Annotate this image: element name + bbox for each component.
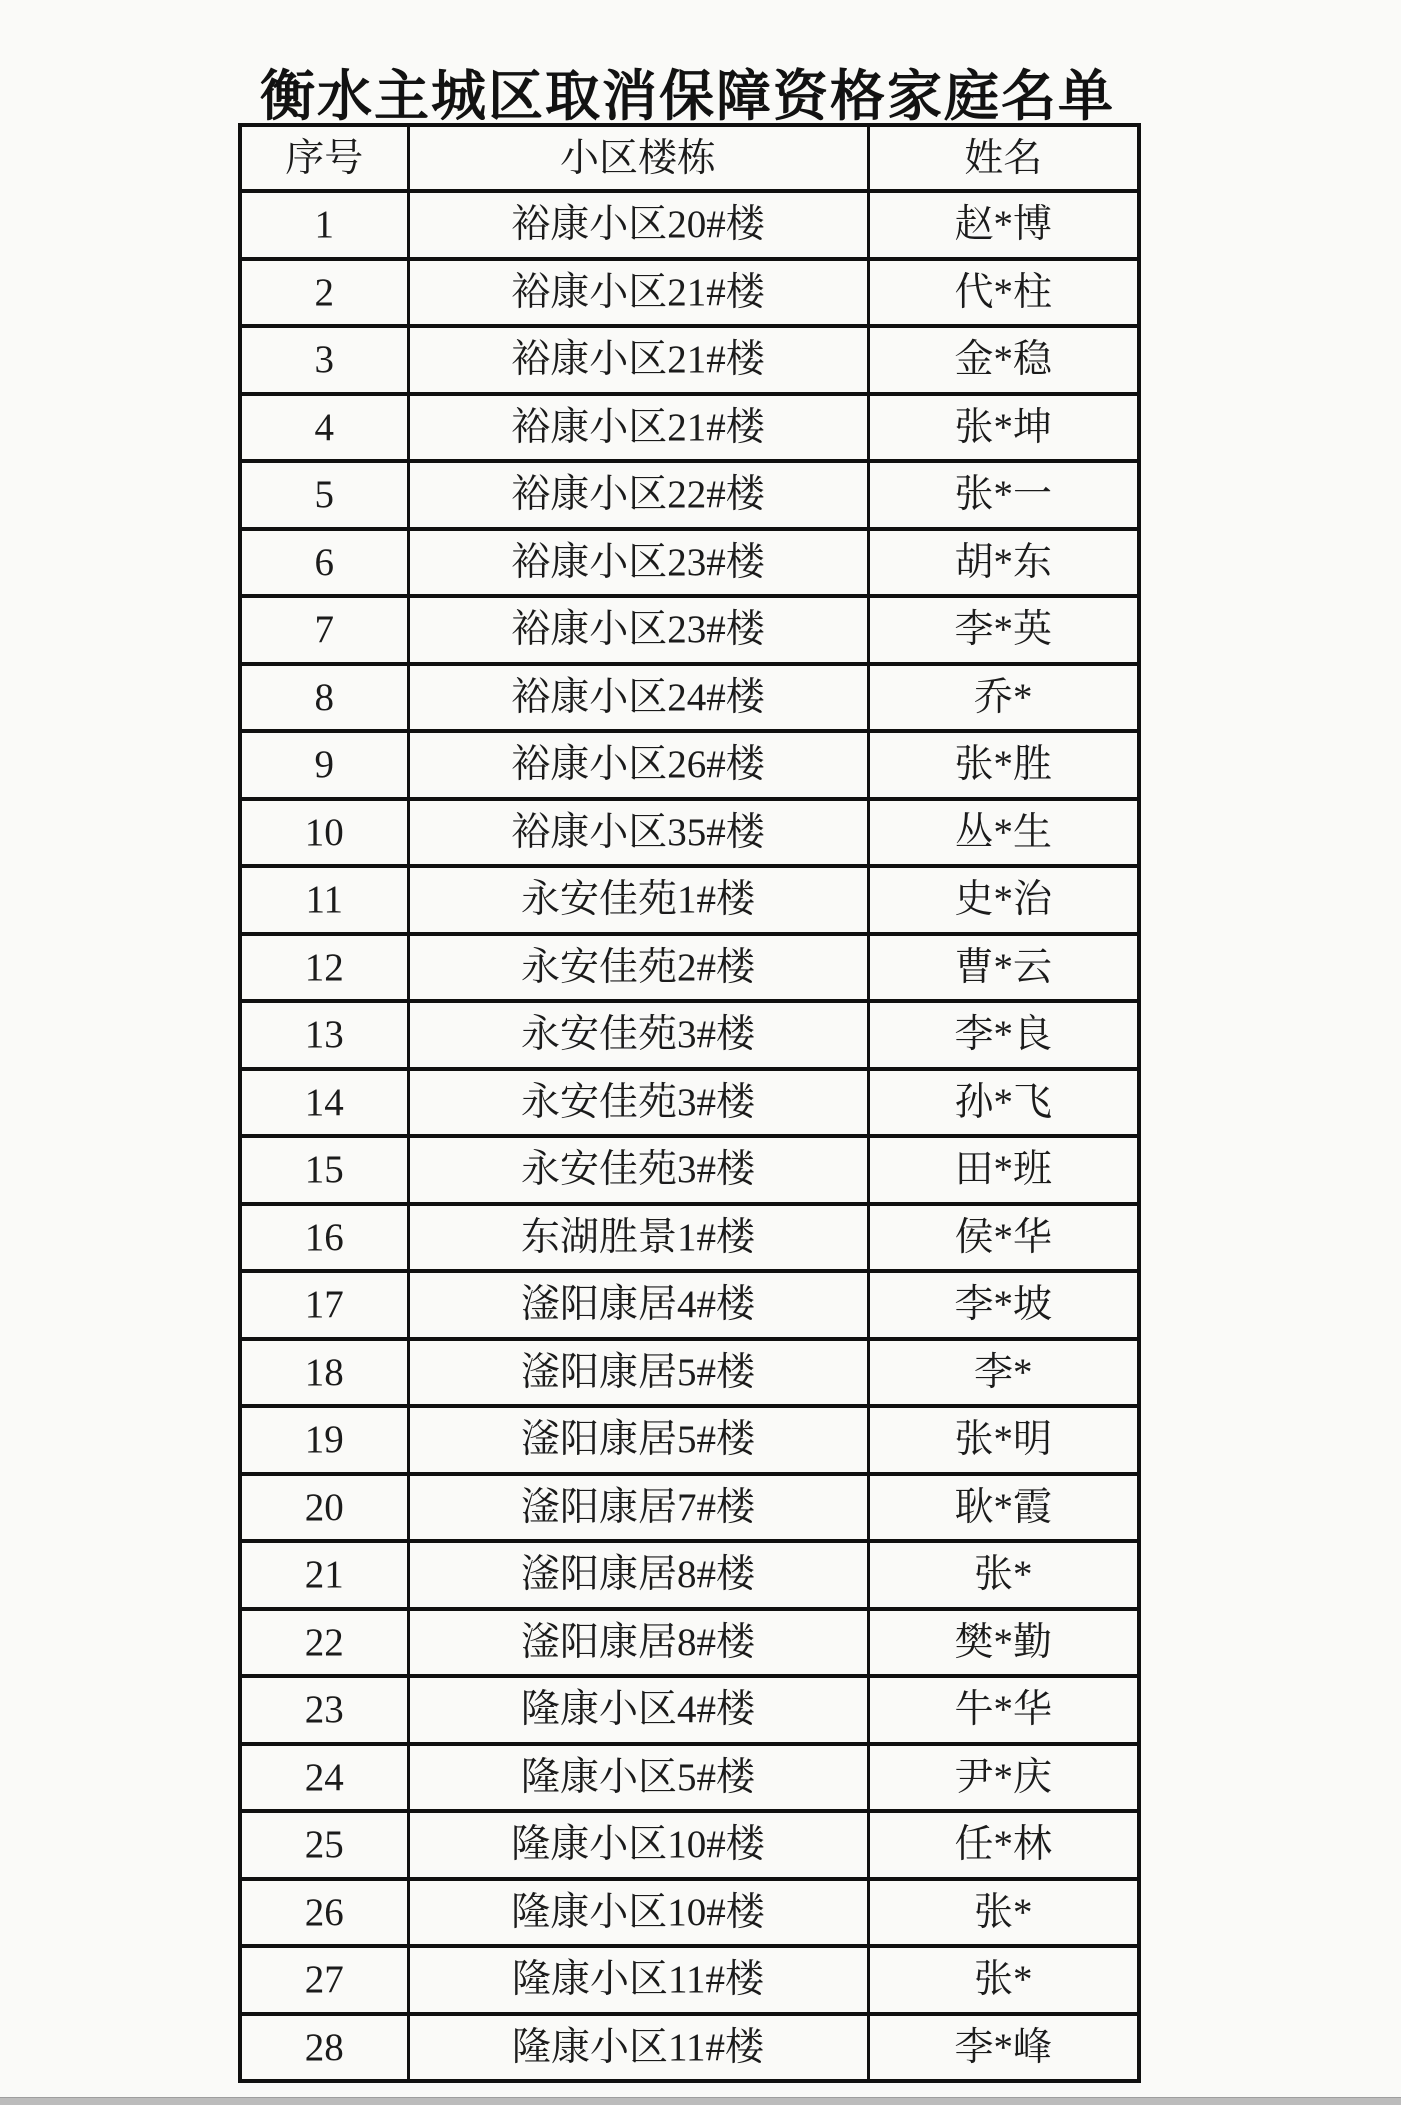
cell-building: 滏阳康居8#楼 — [408, 1609, 868, 1677]
table-row — [240, 1474, 1139, 1542]
cell-name: 李*英 — [868, 596, 1139, 664]
cell-building: 隆康小区11#楼 — [408, 1946, 868, 2014]
table-row — [240, 1879, 1139, 1947]
table-row — [240, 259, 1139, 327]
cell-building: 永安佳苑3#楼 — [408, 1136, 868, 1204]
cell-name: 张*一 — [868, 461, 1139, 529]
table-row — [240, 731, 1139, 799]
cell-serial: 16 — [240, 1204, 408, 1272]
cell-name: 李*峰 — [868, 2014, 1139, 2082]
table-row — [240, 866, 1139, 934]
cell-building: 隆康小区5#楼 — [408, 1744, 868, 1812]
header-row — [240, 125, 1139, 191]
cell-name: 丛*生 — [868, 799, 1139, 867]
cell-building: 裕康小区22#楼 — [408, 461, 868, 529]
cell-building: 永安佳苑2#楼 — [408, 934, 868, 1002]
cell-name: 曹*云 — [868, 934, 1139, 1002]
cell-building: 隆康小区4#楼 — [408, 1676, 868, 1744]
table-row — [240, 1609, 1139, 1677]
cell-name: 张* — [868, 1879, 1139, 1947]
table-row — [240, 1406, 1139, 1474]
cell-serial: 8 — [240, 664, 408, 732]
cell-serial: 22 — [240, 1609, 408, 1677]
table-row — [240, 1339, 1139, 1407]
table-row — [240, 934, 1139, 1002]
cell-serial: 15 — [240, 1136, 408, 1204]
cell-serial: 4 — [240, 394, 408, 462]
cell-building: 裕康小区23#楼 — [408, 529, 868, 597]
cell-name: 代*柱 — [868, 259, 1139, 327]
cancellation-list-table — [238, 123, 1141, 2083]
cell-serial: 1 — [240, 191, 408, 259]
cell-serial: 20 — [240, 1474, 408, 1542]
cell-name: 张*坤 — [868, 394, 1139, 462]
cell-name: 樊*勤 — [868, 1609, 1139, 1677]
cell-building: 滏阳康居8#楼 — [408, 1541, 868, 1609]
cell-serial: 10 — [240, 799, 408, 867]
cell-serial: 11 — [240, 866, 408, 934]
cell-serial: 27 — [240, 1946, 408, 2014]
cell-name: 李*良 — [868, 1001, 1139, 1069]
page-title: 衡水主城区取消保障资格家庭名单 — [259, 66, 1115, 127]
cell-building: 裕康小区20#楼 — [408, 191, 868, 259]
cell-serial: 14 — [240, 1069, 408, 1137]
table-row — [240, 529, 1139, 597]
cell-building: 裕康小区21#楼 — [408, 326, 868, 394]
cell-serial: 25 — [240, 1811, 408, 1879]
cell-building: 永安佳苑1#楼 — [408, 866, 868, 934]
table-row — [240, 1946, 1139, 2014]
table-row — [240, 1811, 1139, 1879]
cell-building: 裕康小区21#楼 — [408, 394, 868, 462]
cell-name: 李*坡 — [868, 1271, 1139, 1339]
cell-name: 侯*华 — [868, 1204, 1139, 1272]
document-page — [238, 0, 1137, 2083]
table-row — [240, 461, 1139, 529]
column-header-building: 小区楼栋 — [408, 125, 868, 191]
table-row — [240, 664, 1139, 732]
table-row — [240, 596, 1139, 664]
cell-building: 隆康小区11#楼 — [408, 2014, 868, 2082]
table-row — [240, 799, 1139, 867]
cell-building: 滏阳康居7#楼 — [408, 1474, 868, 1542]
column-header-name: 姓名 — [868, 125, 1139, 191]
table-body — [240, 191, 1139, 2081]
cell-building: 裕康小区24#楼 — [408, 664, 868, 732]
table-header — [240, 125, 1139, 191]
cell-building: 永安佳苑3#楼 — [408, 1001, 868, 1069]
cell-serial: 3 — [240, 326, 408, 394]
cell-serial: 23 — [240, 1676, 408, 1744]
cell-building: 滏阳康居5#楼 — [408, 1406, 868, 1474]
column-header-serial: 序号 — [240, 125, 408, 191]
table-row — [240, 1676, 1139, 1744]
cell-building: 隆康小区10#楼 — [408, 1811, 868, 1879]
cell-name: 史*治 — [868, 866, 1139, 934]
cell-name: 张*明 — [868, 1406, 1139, 1474]
page-bottom-bar — [0, 2097, 1401, 2105]
cell-name: 乔* — [868, 664, 1139, 732]
cell-serial: 17 — [240, 1271, 408, 1339]
cell-serial: 26 — [240, 1879, 408, 1947]
table-row — [240, 1204, 1139, 1272]
cell-serial: 5 — [240, 461, 408, 529]
cell-building: 裕康小区35#楼 — [408, 799, 868, 867]
cell-building: 裕康小区21#楼 — [408, 259, 868, 327]
cell-building: 隆康小区10#楼 — [408, 1879, 868, 1947]
cell-building: 永安佳苑3#楼 — [408, 1069, 868, 1137]
table-row — [240, 1271, 1139, 1339]
cell-building: 裕康小区23#楼 — [408, 596, 868, 664]
cell-name: 赵*博 — [868, 191, 1139, 259]
table-row — [240, 1001, 1139, 1069]
cell-name: 金*稳 — [868, 326, 1139, 394]
table-row — [240, 191, 1139, 259]
table-row — [240, 326, 1139, 394]
cell-serial: 9 — [240, 731, 408, 799]
cell-name: 耿*霞 — [868, 1474, 1139, 1542]
cell-name: 张* — [868, 1946, 1139, 2014]
cell-building: 滏阳康居5#楼 — [408, 1339, 868, 1407]
cell-serial: 2 — [240, 259, 408, 327]
cell-name: 张* — [868, 1541, 1139, 1609]
cell-serial: 21 — [240, 1541, 408, 1609]
cell-name: 胡*东 — [868, 529, 1139, 597]
table-row — [240, 2014, 1139, 2082]
cell-serial: 13 — [240, 1001, 408, 1069]
cell-name: 牛*华 — [868, 1676, 1139, 1744]
cell-building: 滏阳康居4#楼 — [408, 1271, 868, 1339]
cell-name: 李* — [868, 1339, 1139, 1407]
cell-name: 孙*飞 — [868, 1069, 1139, 1137]
cell-serial: 18 — [240, 1339, 408, 1407]
cell-name: 张*胜 — [868, 731, 1139, 799]
cell-serial: 28 — [240, 2014, 408, 2082]
cell-name: 尹*庆 — [868, 1744, 1139, 1812]
table-row — [240, 394, 1139, 462]
table-row — [240, 1744, 1139, 1812]
cell-serial: 7 — [240, 596, 408, 664]
cell-serial: 19 — [240, 1406, 408, 1474]
cell-name: 任*林 — [868, 1811, 1139, 1879]
cell-serial: 6 — [240, 529, 408, 597]
table-row — [240, 1541, 1139, 1609]
table-row — [240, 1069, 1139, 1137]
table-row — [240, 1136, 1139, 1204]
cell-building: 东湖胜景1#楼 — [408, 1204, 868, 1272]
cell-building: 裕康小区26#楼 — [408, 731, 868, 799]
cell-serial: 24 — [240, 1744, 408, 1812]
cell-name: 田*班 — [868, 1136, 1139, 1204]
cell-serial: 12 — [240, 934, 408, 1002]
